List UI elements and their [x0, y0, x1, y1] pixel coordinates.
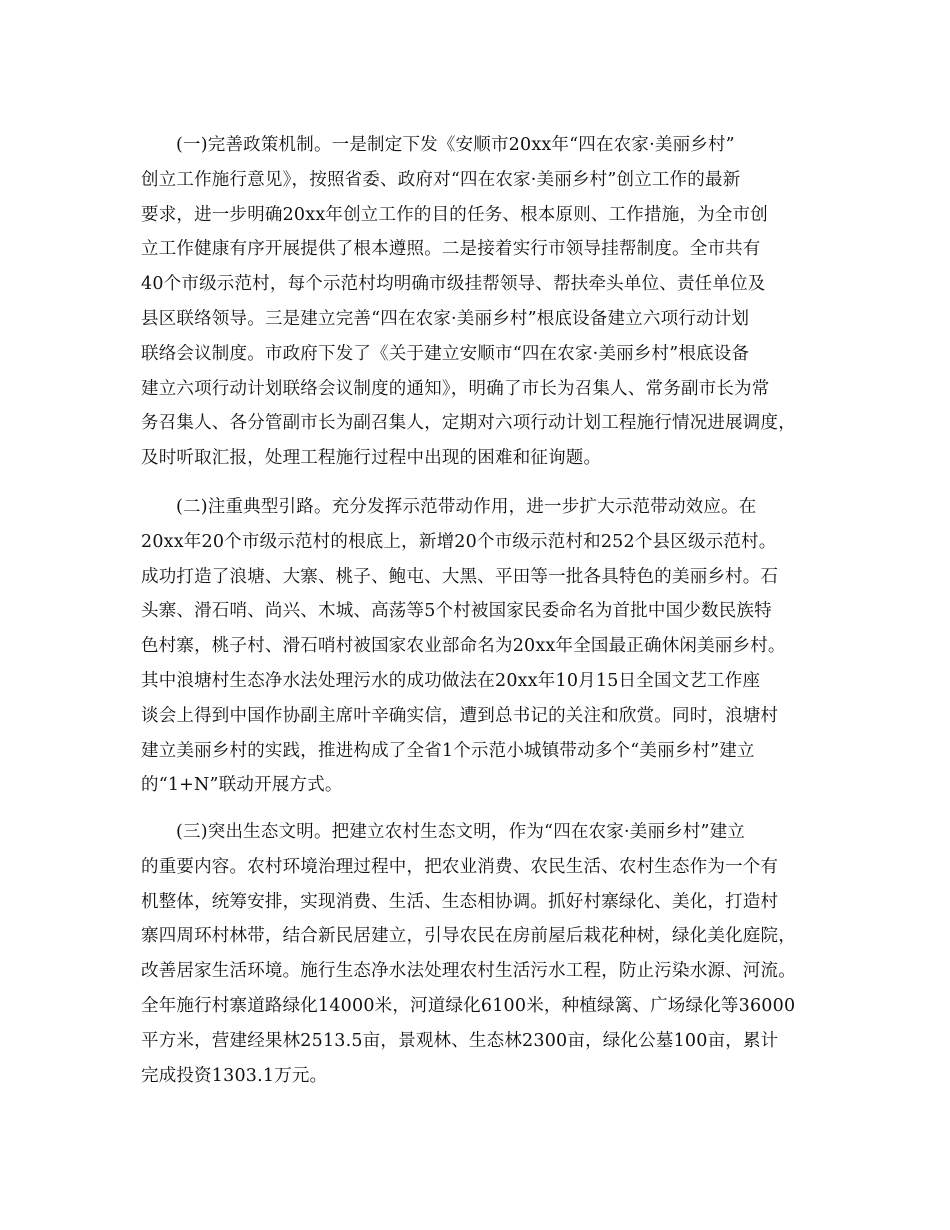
- text-line: 色村寨，桃子村、滑石哨村被国家农业部命名为20xx年全国最正确休闲美丽乡村。: [141, 636, 786, 657]
- text-line: (二)注重典型引路。充分发挥示范带动作用，进一步扩大示范带动效应。在: [176, 497, 757, 517]
- text-line: 其中浪塘村生态净水法处理污水的成功做法在20xx年10月15日全国文艺工作座: [141, 670, 761, 691]
- text-line: 头寨、滑石哨、尚兴、木城、高荡等5个村被国家民委命名为首批中国少数民族特: [141, 601, 772, 622]
- text-line: 务召集人、各分管副市长为副召集人，定期对六项行动计划工程施行情况进展调度，: [141, 413, 796, 434]
- text-line: 建立六项行动计划联络会议制度的通知》，明确了市长为召集人、常务副市长为常: [141, 378, 770, 399]
- text-line: 的“1+N”联动开展方式。: [141, 775, 343, 796]
- text-line: 联络会议制度。市政府下发了《关于建立安顺市“四在农家·美丽乡村”根底设备: [141, 343, 750, 364]
- text-line: (三)突出生态文明。把建立农村生态文明，作为“四在农家·美丽乡村”建立: [176, 822, 746, 842]
- text-line: 改善居家生活环境。施行生态净水法处理农村生活污水工程，防止污染水源、河流。: [141, 961, 796, 982]
- text-line: 要求，进一步明确20xx年创立工作的目的任务、根本原则、工作措施，为全市创: [141, 204, 768, 225]
- text-line: 创立工作施行意见》，按照省委、政府对“四在农家·美丽乡村”创立工作的最新: [141, 169, 741, 190]
- text-line: 立工作健康有序开展提供了根本遵照。二是接着实行市领导挂帮制度。全市共有: [141, 239, 761, 260]
- text-line: 建立美丽乡村的实践，推进构成了全省1个示范小城镇带动多个“美丽乡村”建立: [141, 740, 755, 761]
- text-line: 谈会上得到中国作协副主席叶辛确实信，遭到总书记的关注和欣赏。同时，浪塘村: [141, 705, 779, 726]
- text-line: 40个市级示范村，每个示范村均明确市级挂帮领导、帮扶牵头单位、责任单位及: [141, 274, 766, 295]
- text-line: 县区联络领导。三是建立完善“四在农家·美丽乡村”根底设备建立六项行动计划: [141, 308, 750, 329]
- text-line: 成功打造了浪塘、大寨、桃子、鲍屯、大黑、平田等一批各具特色的美丽乡村。石: [141, 566, 779, 587]
- paragraph-policy-mechanism: [141, 128, 831, 476]
- text-line: 及时听取汇报，处理工程施行过程中出现的困难和征询题。: [141, 448, 602, 469]
- paragraph-ecological-civilization: [141, 815, 831, 1093]
- text-line: 平方米，营建经果林2513.5亩，景观林、生态林2300亩，绿化公墓100亩，累计: [141, 1030, 779, 1051]
- text-line: 全年施行村寨道路绿化14000米，河道绿化6100米，种植绿篱、广场绿化等36000: [141, 995, 796, 1016]
- text-line: 机整体，统筹安排，实现消费、生活、生态相协调。抓好村寨绿化、美化，打造村: [141, 891, 779, 912]
- text-line: 20xx年20个市级示范村的根底上，新增20个市级示范村和252个县区级示范村。: [141, 531, 777, 552]
- text-line: 寨四周环村林带，结合新民居建立，引导农民在房前屋后栽花种树，绿化美化庭院，: [141, 926, 796, 947]
- text-line: (一)完善政策机制。一是制定下发《安顺市20xx年“四在农家·美丽乡村”: [176, 135, 735, 155]
- text-line: 完成投资1303.1万元。: [141, 1065, 328, 1086]
- paragraph-typical-guidance: [141, 490, 831, 803]
- text-line: 的重要内容。农村环境治理过程中，把农业消费、农民生活、农村生态作为一个有: [141, 856, 779, 877]
